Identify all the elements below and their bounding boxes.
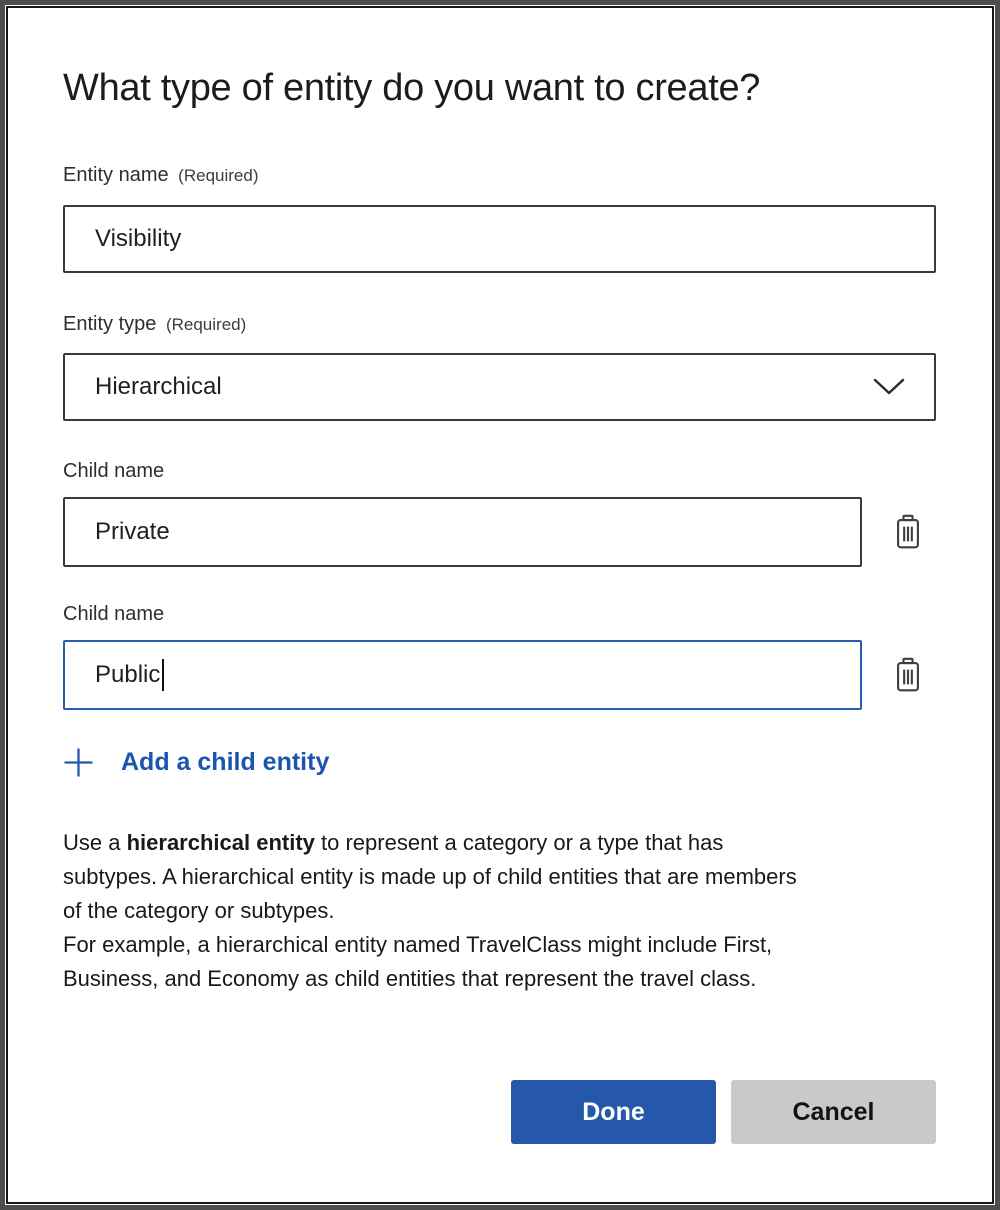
child-name-input-2[interactable] (63, 640, 862, 710)
entity-type-description (63, 826, 936, 996)
entity-name-label (63, 162, 936, 189)
entity-type-dropdown[interactable] (63, 353, 936, 421)
plus-icon (63, 747, 94, 778)
entity-type-label (63, 311, 936, 338)
cancel-button[interactable]: Cancel (731, 1080, 936, 1144)
child-name-label-text: Child name (63, 603, 165, 625)
description-line: subtypes. A hierarchical entity is made up of child entities that are members (63, 864, 797, 889)
description-line: Use a hierarchical entity to represent a category or a type that has (63, 830, 724, 855)
entity-name-value: Visibility (95, 225, 182, 252)
required-hint: (Required) (165, 315, 247, 334)
required-hint: (Required) (178, 166, 259, 185)
child-name-label-1 (63, 458, 936, 484)
child-name-label-text: Child name (63, 460, 165, 482)
delete-child-button-1[interactable] (888, 510, 928, 554)
chevron-down-icon (872, 377, 906, 397)
child-name-label-2 (63, 601, 936, 627)
description-line: For example, a hierarchical entity named TravelClass might include First, (63, 932, 773, 957)
child-name-value-1: Private (95, 518, 170, 545)
dialog-title: What type of entity do you want to create? (63, 67, 761, 109)
done-button[interactable]: Done (511, 1080, 716, 1144)
add-child-entity-label: Add a child entity (121, 747, 330, 776)
dialog-content (6, 6, 994, 1204)
add-child-entity-link[interactable] (63, 744, 329, 780)
text-caret (162, 659, 164, 691)
delete-child-button-2[interactable] (888, 653, 928, 697)
child-name-value-2: Public (95, 661, 161, 688)
trash-icon (891, 513, 925, 551)
entity-type-value: Hierarchical (95, 373, 222, 400)
child-row-1 (63, 497, 936, 567)
child-row-2 (63, 640, 936, 710)
entity-name-input[interactable] (63, 205, 936, 273)
description-line: Business, and Economy as child entities that represent the travel class. (63, 966, 757, 991)
trash-icon (891, 656, 925, 694)
entity-name-label-text: Entity name (63, 164, 169, 186)
dialog-button-row (63, 1080, 936, 1144)
entity-type-label-text: Entity type (63, 313, 157, 335)
child-name-input-1[interactable] (63, 497, 862, 567)
description-line: of the category or subtypes. (63, 898, 335, 923)
